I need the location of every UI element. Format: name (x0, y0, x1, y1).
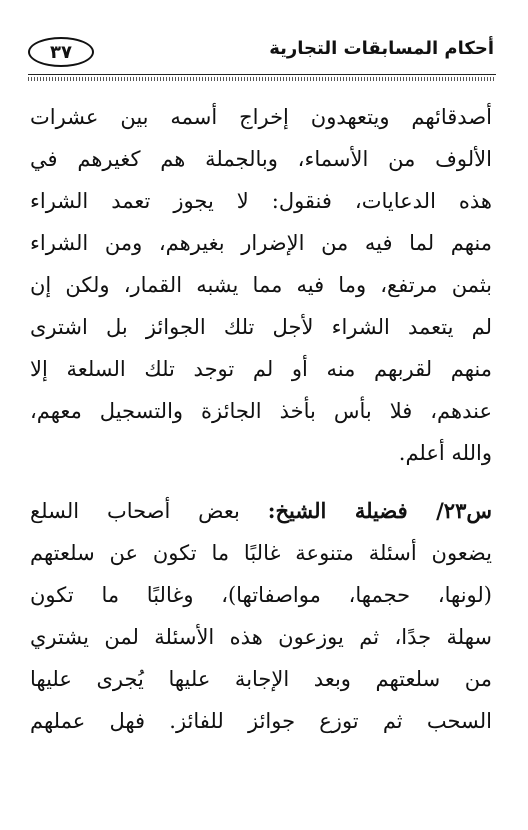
paragraph-question (30, 490, 492, 742)
text-line: منهم لقربهم منه أو لم توجد تلك السلعة إلا (30, 357, 492, 381)
text-line: (لونها، حجمها، مواصفاتها)، وغالبًا ما تكون (30, 583, 492, 607)
page-number-badge (28, 37, 94, 67)
text-line: والله أعلم. (398, 441, 492, 465)
text-line: الألوف من الأسماء، وبالجملة هم كغيرهم في (30, 147, 492, 171)
question-label: س٢٣/ فضيلة الشيخ: (267, 498, 492, 523)
text-line: عندهم، فلا بأس بأخذ الجائزة والتسجيل معهم، (30, 399, 492, 423)
text-line: هذه الدعايات، فنقول: لا يجوز تعمد الشراء (30, 189, 492, 213)
paragraph-answer (30, 96, 492, 474)
text-line: يضعون أسئلة متنوعة غالبًا ما تكون عن سلعتهم (30, 541, 492, 565)
question-first-line (30, 490, 492, 532)
page-number: ٣٧ (50, 41, 72, 63)
header-divider (28, 74, 496, 81)
text-line: من سلعتهم وبعد الإجابة عليها يُجرى عليها (30, 667, 492, 691)
text-line: منهم لما فيه من الإضرار بغيرهم، ومن الشراء (30, 231, 492, 255)
running-title: أحكام المسابقات التجارية (269, 38, 494, 59)
text-line: بثمن مرتفع، وما فيه مما يشبه القمار، ولكن إن (30, 273, 492, 297)
text-line: أصدقائهم ويتعهدون إخراج أسمه بين عشرات (30, 105, 492, 129)
page-header (28, 34, 494, 74)
body-text (30, 96, 492, 742)
text-line: السحب ثم توزع جوائز للفائز. فهل عملهم (30, 709, 492, 733)
text-line: سهلة جدًا، ثم يوزعون هذه الأسئلة لمن يشتري (30, 625, 492, 649)
text-line: لم يتعمد الشراء لأجل تلك الجوائز بل اشترى (30, 315, 492, 339)
question-first-line-text: بعض أصحاب السلع (30, 499, 240, 523)
